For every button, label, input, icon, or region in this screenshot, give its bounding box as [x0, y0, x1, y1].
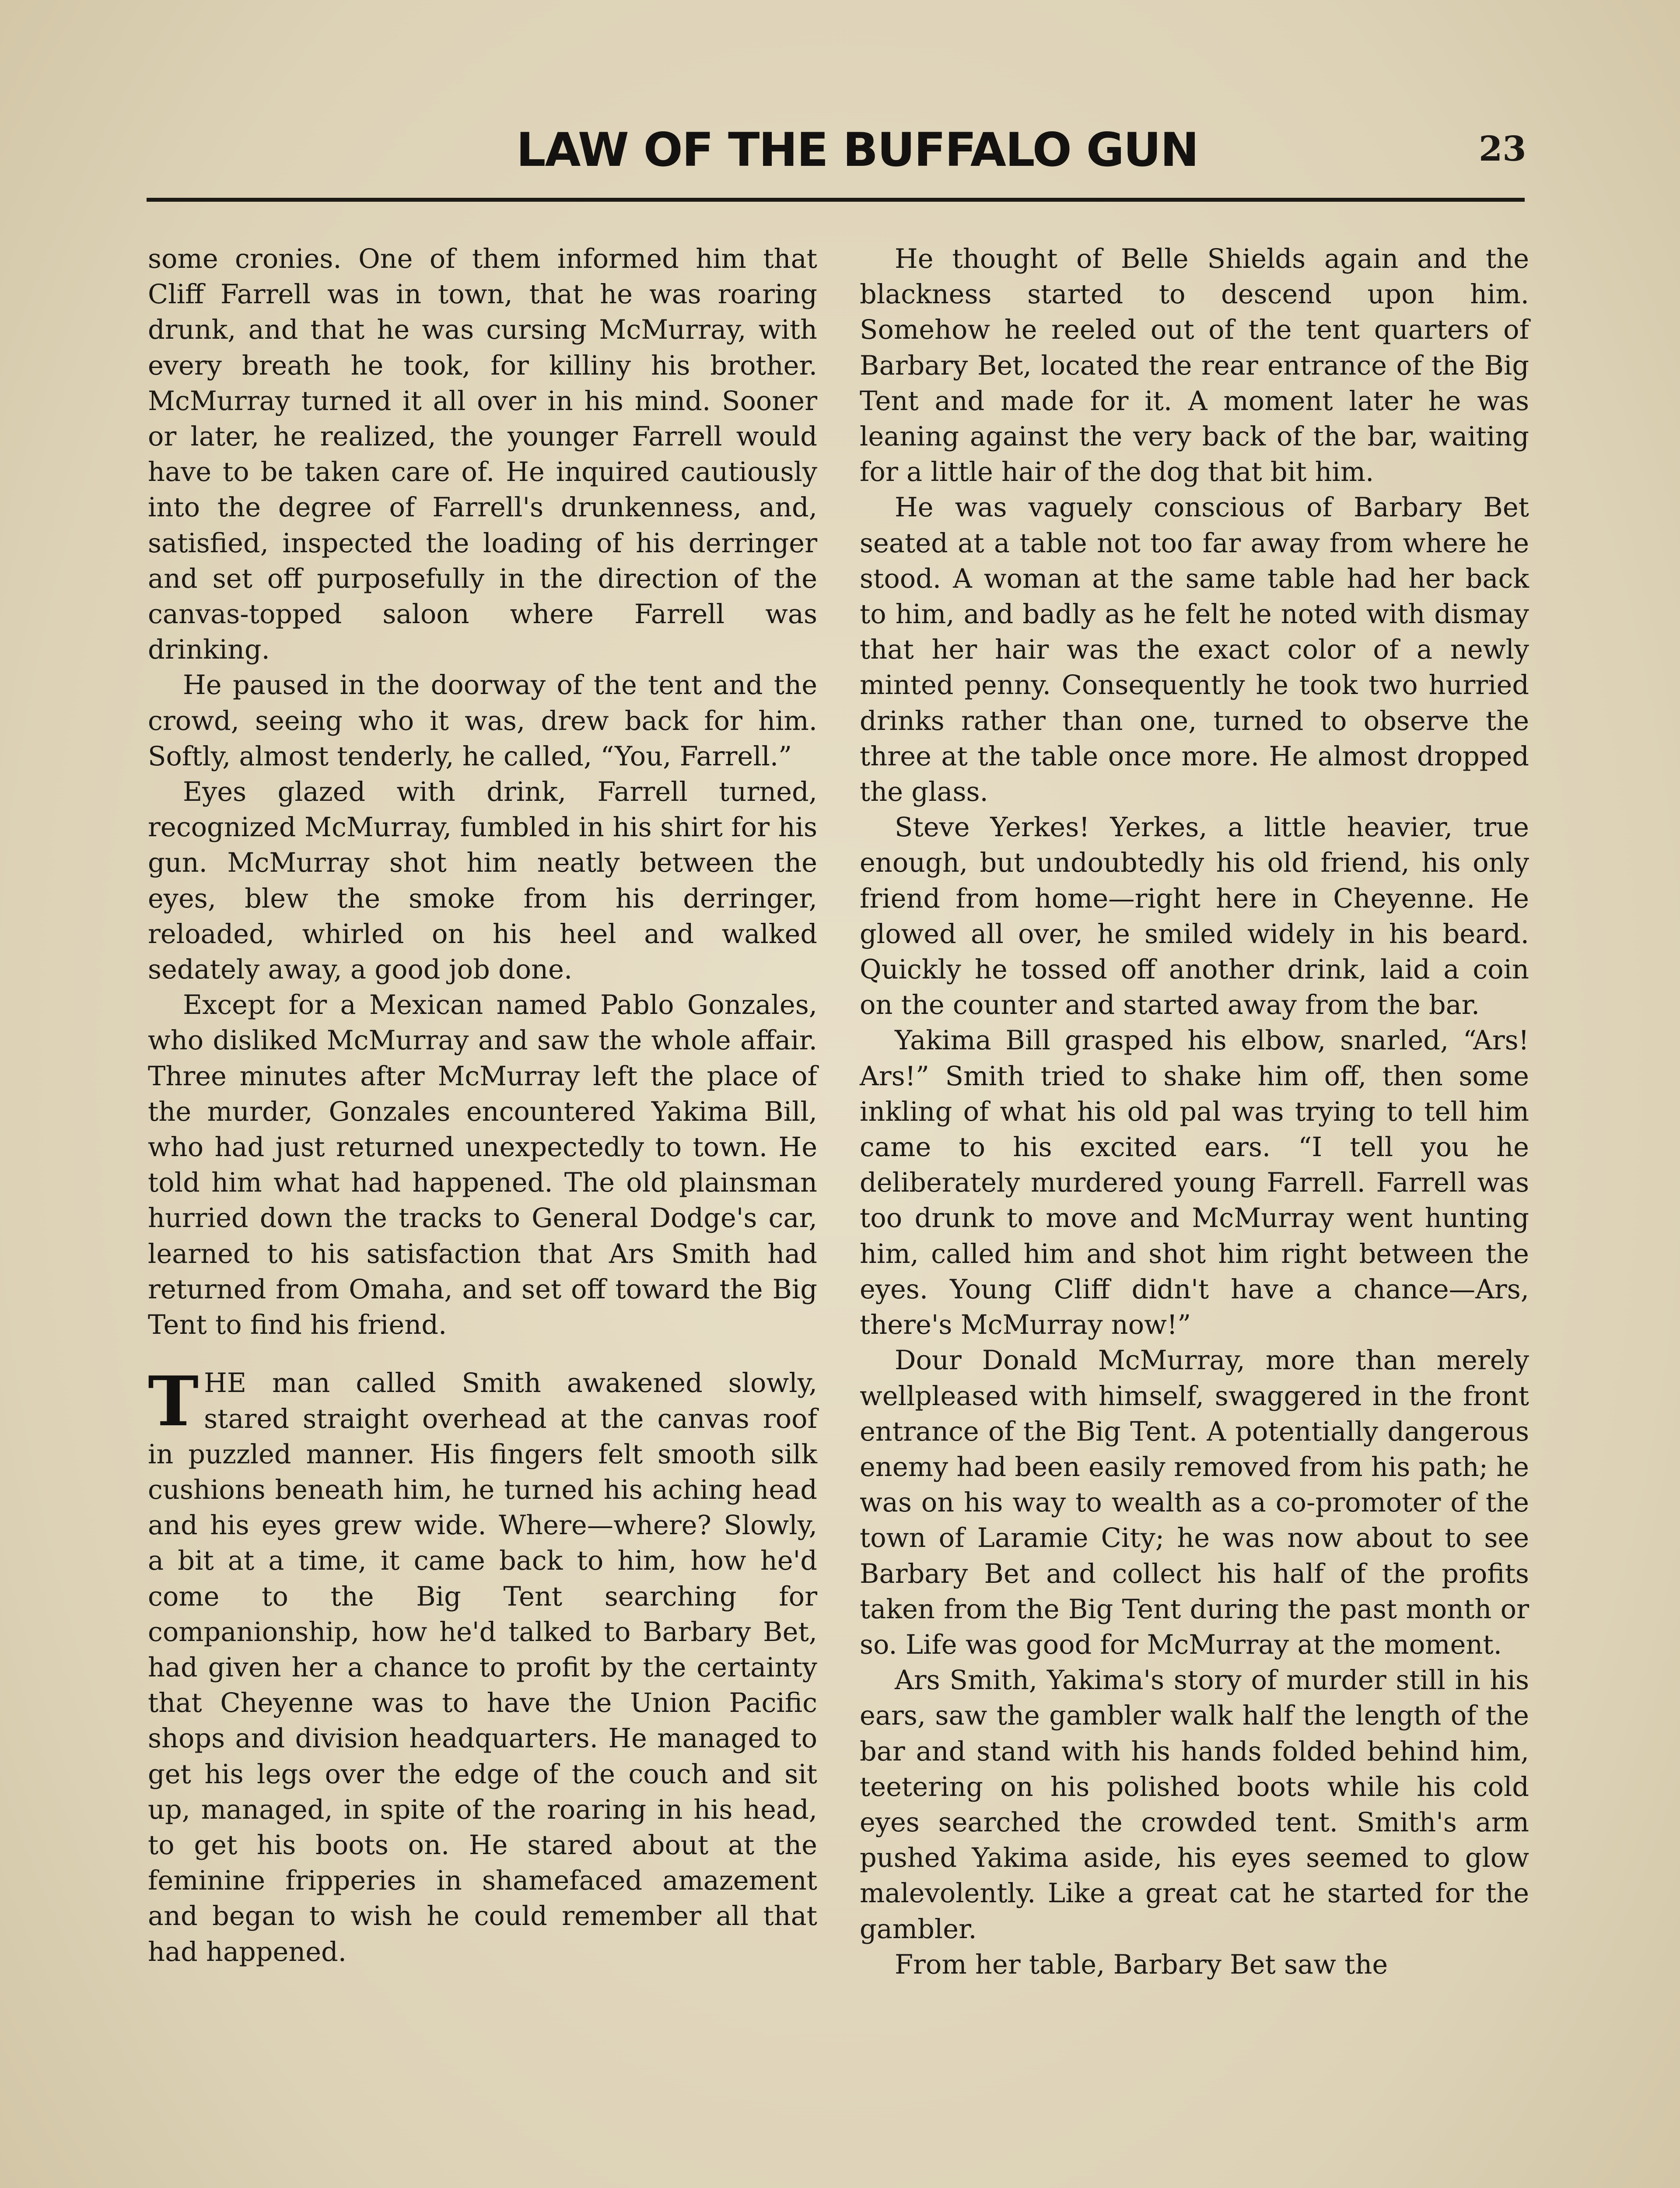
left-text-column [148, 242, 817, 1970]
paragraph: Steve Yerkes! Yerkes, a little heavier, true enough, but undoubtedly his old friend, his only friend from home—right here in Cheyenne. He glowed all over, he smiled widely in his beard. Quickly he tossed off another drink, laid a coin on the counter and started away from the bar. [860, 812, 1529, 1021]
drop-cap: T [148, 1361, 199, 1442]
section-paragraph-text: HE man called Smith awakened slowly, stared straight overhead at the canvas roof in puzzled manner. His fingers felt smooth silk cushions beneath him, he turned his aching head and his eyes grew wide. Where—where? Slowly, a bit at a time, it came back to him, how he'd come to the Big Tent searching for companionship, how he'd talked to Barbary Bet, had given her a chance to profit by the certainty that Cheyenne was to have the Union Pacific shops and division headquarters. He managed to get his legs over the edge of the couch and sit up, managed, in spite of the roaring in his head, to get his boots on. He stared about at the feminine fripperies in shamefaced amazement and began to wish he could remember all that had happened. [148, 1368, 817, 1967]
paragraph: Dour Donald McMurray, more than merely wellpleased with himself, swaggered in the front entrance of the Big Tent. A potentially dangerous enemy had been easily removed from his path; he was on his way to wealth as a co-promoter of the town of Laramie City; he was now about to see Barbary Bet and collect his half of the profits taken from the Big Tent during the past month or so. Life was good for McMurray at the moment. [860, 1345, 1529, 1660]
paragraph: He was vaguely conscious of Barbary Bet seated at a table not too far away from where he stood. A woman at the same table had her back to him, and badly as he felt he noted with dismay that her hair was the exact color of a newly minted penny. Consequently he took two hurried drinks rather than one, turned to observe the three at the table once more. He almost dropped the glass. [860, 492, 1529, 808]
paragraph: Eyes glazed with drink, Farrell turned, recognized McMurray, fumbled in his shirt for his gun. McMurray shot him neatly between the eyes, blew the smoke from his derringer, reloaded, whirled on his heel and walked sedately away, a good job done. [148, 777, 817, 985]
header-rule [147, 198, 1525, 202]
paragraph: Ars Smith, Yakima's story of murder still in his ears, saw the gambler walk half the length of the bar and stand with his hands folded behind him, teetering on his polished boots while his cold eyes searched the crowded tent. Smith's arm pushed Yakima aside, his eyes seemed to glow malevolently. Like a great cat he started for the gambler. [860, 1665, 1529, 1945]
paragraph: Yakima Bill grasped his elbow, snarled, “Ars! Ars!” Smith tried to shake him off, then some inkling of what his old pal was trying to tell him came to his excited ears. “I tell you he deliberately murdered young Farrell. Farrell was too drunk to move and McMurray went hunting him, called him and shot him right between the eyes. Young Cliff didn't have a chance—Ars, there's McMurray now!” [860, 1025, 1529, 1341]
paragraph: Except for a Mexican named Pablo Gonzales, who disliked McMurray and saw the whole affair. Three minutes after McMurray left the place of the murder, Gonzales encountered Yakima Bill, who had just returned unexpectedly to town. He told him what had happened. The old plainsman hurried down the tracks to General Dodge's car, learned to his satisfaction that Ars Smith had returned from Omaha, and set off toward the Big Tent to find his friend. [148, 990, 817, 1341]
section-paragraph [148, 1361, 817, 1970]
paragraph: He thought of Belle Shields again and the blackness started to descend upon him. Somehow he reeled out of the tent quarters of Barbary Bet, located the rear entrance of the Big Tent and made for it. A moment later he was leaning against the very back of the bar, waiting for a little hair of the dog that bit him. [860, 244, 1529, 488]
paragraph: He paused in the doorway of the tent and the crowd, seeing who it was, drew back for him. Softly, almost tenderly, he called, “You, Farrell.” [148, 670, 817, 772]
running-head-title: LAW OF THE BUFFALO GUN [516, 123, 1198, 177]
paragraph: From her table, Barbary Bet saw the [895, 1949, 1388, 1980]
paragraph: some cronies. One of them informed him that Cliff Farrell was in town, that he was roaring drunk, and that he was cursing McMurray, with every breath he took, for killiny his brother. McMurray turned it all over in his mind. Sooner or later, he realized, the younger Farrell would have to be taken care of. He inquired cautiously into the degree of Farrell's drunkenness, and, satisfied, inspected the loading of his derringer and set off purposefully in the direction of the canvas-topped saloon where Farrell was drinking. [148, 244, 817, 666]
page-number: 23 [1479, 129, 1526, 169]
right-text-column [860, 242, 1529, 1983]
